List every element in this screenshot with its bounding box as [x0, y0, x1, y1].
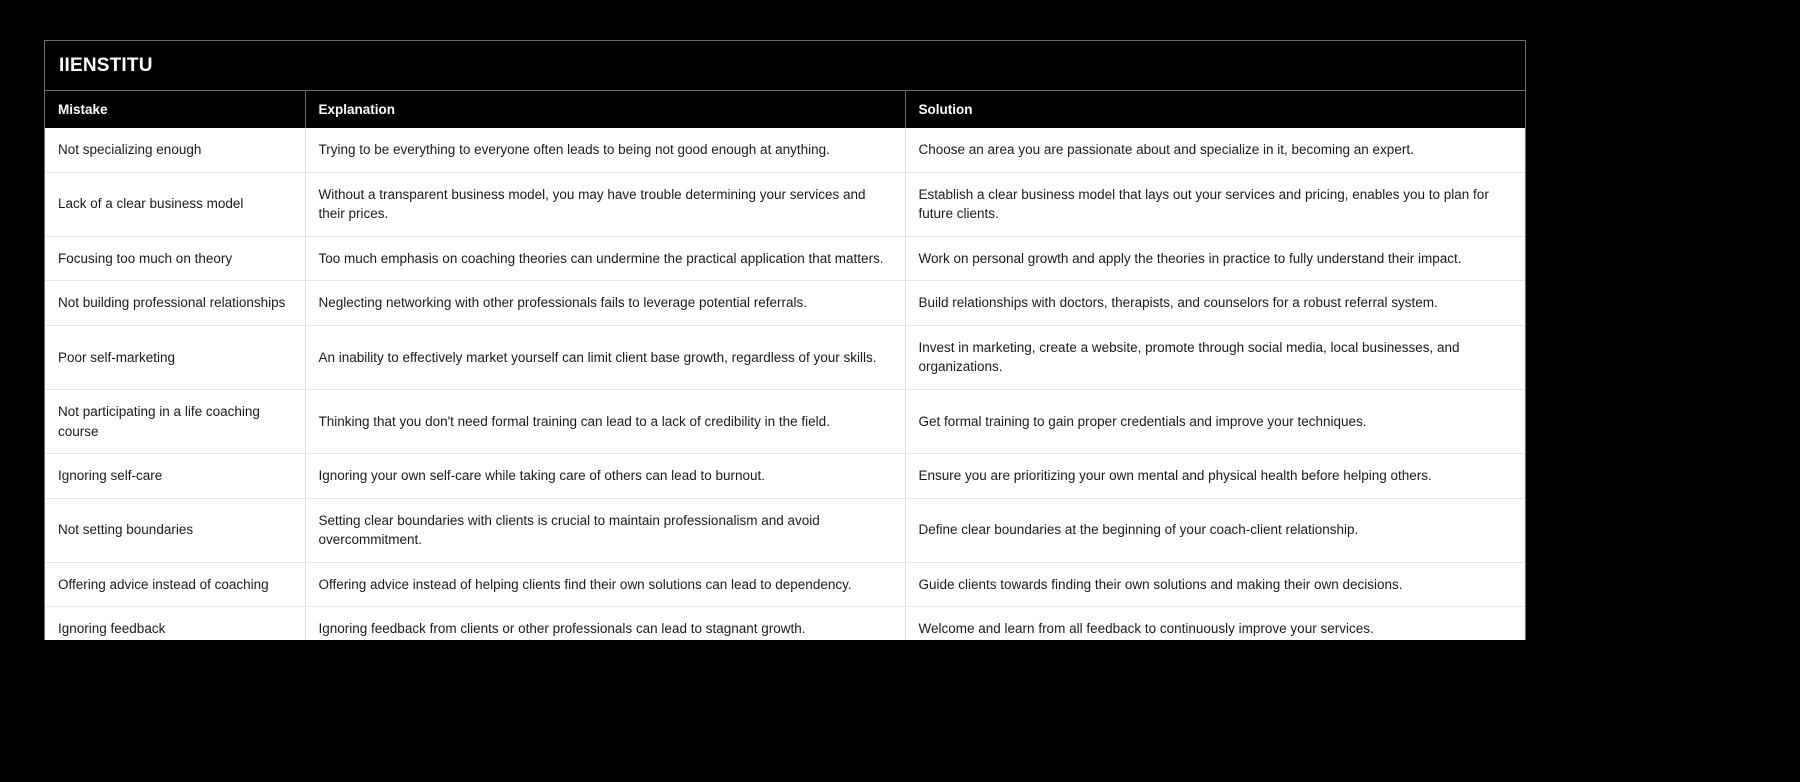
cell-explanation: Too much emphasis on coaching theories can undermine the practical application that matters.	[305, 236, 905, 281]
cell-solution: Welcome and learn from all feedback to continuously improve your services.	[905, 607, 1525, 640]
table-body	[45, 128, 1525, 640]
brand-header	[45, 41, 1525, 91]
cell-solution: Work on personal growth and apply the theories in practice to fully understand their impact.	[905, 236, 1525, 281]
cell-mistake: Ignoring self-care	[45, 454, 305, 499]
cell-solution: Establish a clear business model that lays out your services and pricing, enables you to plan for future clients.	[905, 172, 1525, 236]
cell-solution: Get formal training to gain proper credentials and improve your techniques.	[905, 389, 1525, 453]
cell-mistake: Not participating in a life coaching course	[45, 389, 305, 453]
cell-explanation: Setting clear boundaries with clients is crucial to maintain professionalism and avoid overcommitment.	[305, 498, 905, 562]
cell-mistake: Not building professional relationships	[45, 281, 305, 326]
cell-explanation: Neglecting networking with other professionals fails to leverage potential referrals.	[305, 281, 905, 326]
cell-explanation: Ignoring your own self-care while taking care of others can lead to burnout.	[305, 454, 905, 499]
cell-solution: Choose an area you are passionate about and specialize in it, becoming an expert.	[905, 128, 1525, 172]
cell-solution: Invest in marketing, create a website, promote through social media, local businesses, and organizations.	[905, 325, 1525, 389]
cell-explanation: Thinking that you don't need formal training can lead to a lack of credibility in the field.	[305, 389, 905, 453]
cell-solution: Ensure you are prioritizing your own mental and physical health before helping others.	[905, 454, 1525, 499]
table-row	[45, 281, 1525, 326]
mistakes-solutions-table	[45, 91, 1525, 640]
cell-mistake: Focusing too much on theory	[45, 236, 305, 281]
cell-explanation: Ignoring feedback from clients or other professionals can lead to stagnant growth.	[305, 607, 905, 640]
cell-solution: Build relationships with doctors, therapists, and counselors for a robust referral system.	[905, 281, 1525, 326]
table-row	[45, 562, 1525, 607]
cell-mistake: Not specializing enough	[45, 128, 305, 172]
cell-solution: Guide clients towards finding their own solutions and making their own decisions.	[905, 562, 1525, 607]
table-row	[45, 389, 1525, 453]
table-card	[44, 40, 1526, 640]
cell-explanation: Trying to be everything to everyone often leads to being not good enough at anything.	[305, 128, 905, 172]
column-header-mistake: Mistake	[45, 91, 305, 128]
brand-title: IIENSTITU	[59, 54, 153, 76]
table-row	[45, 607, 1525, 640]
cell-explanation: Offering advice instead of helping clients find their own solutions can lead to dependency.	[305, 562, 905, 607]
table-row	[45, 454, 1525, 499]
cell-mistake: Not setting boundaries	[45, 498, 305, 562]
table-header-row	[45, 91, 1525, 128]
table-row	[45, 236, 1525, 281]
cell-solution: Define clear boundaries at the beginning of your coach-client relationship.	[905, 498, 1525, 562]
column-header-solution: Solution	[905, 91, 1525, 128]
column-header-explanation: Explanation	[305, 91, 905, 128]
table-row	[45, 325, 1525, 389]
table-row	[45, 128, 1525, 172]
cell-mistake: Ignoring feedback	[45, 607, 305, 640]
cell-mistake: Offering advice instead of coaching	[45, 562, 305, 607]
table-row	[45, 172, 1525, 236]
cell-explanation: Without a transparent business model, you may have trouble determining your services and their prices.	[305, 172, 905, 236]
table-row	[45, 498, 1525, 562]
table-head	[45, 91, 1525, 128]
cell-mistake: Lack of a clear business model	[45, 172, 305, 236]
cell-mistake: Poor self-marketing	[45, 325, 305, 389]
cell-explanation: An inability to effectively market yourself can limit client base growth, regardless of your skills.	[305, 325, 905, 389]
